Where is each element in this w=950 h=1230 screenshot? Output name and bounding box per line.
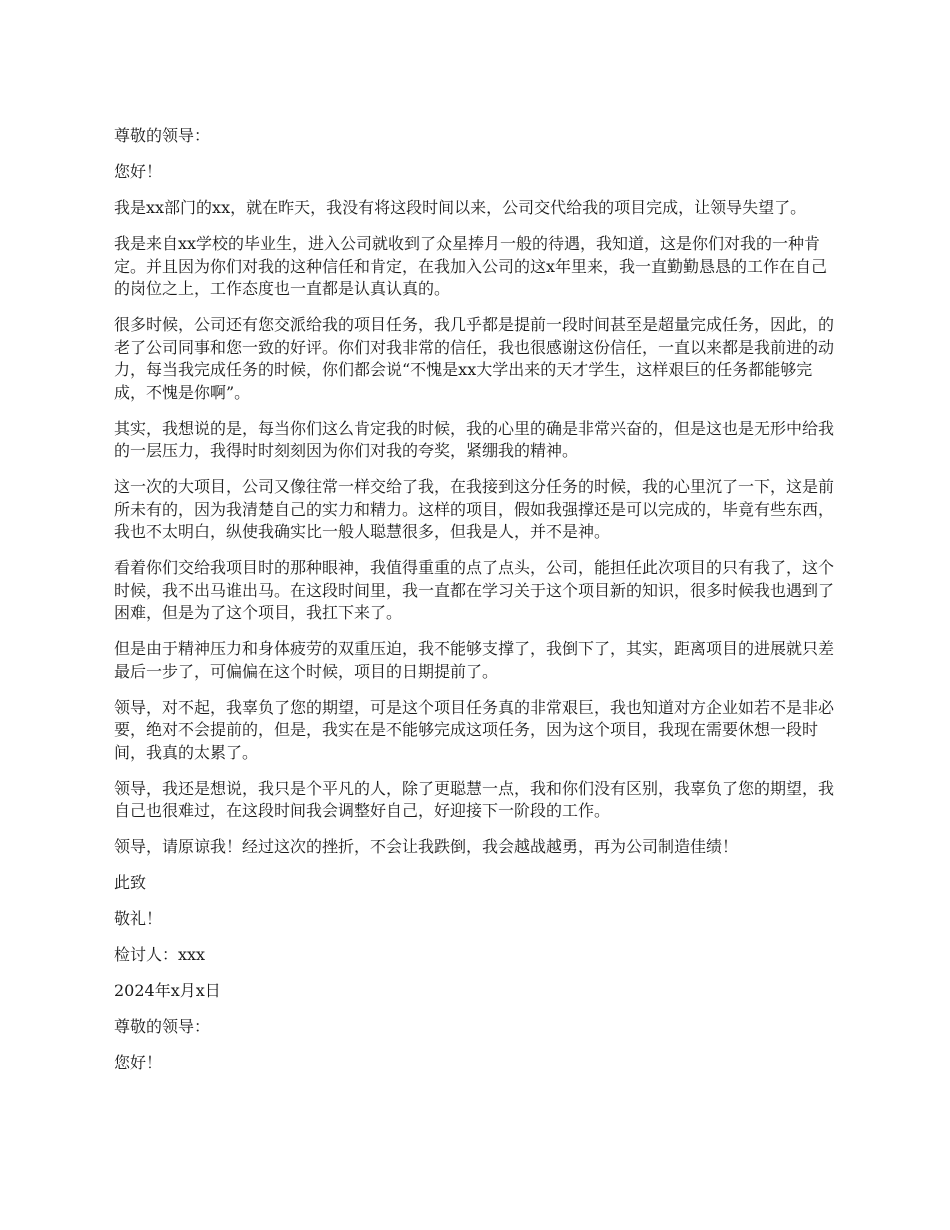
body-paragraph: 看着你们交给我项目时的那种眼神，我值得重重的点了点头，公司，能担任此次项目的只有我了，这个时候，我不出马谁出马。在这段时间里，我一直都在学习关于这个项目新的知识，很多时候我也遇到了困难，但是为了这个项目，我扛下来了。 [114,558,835,622]
closing-salute: 敬礼！ [114,909,163,928]
body-paragraph: 其实，我想说的是，每当你们这么肯定我的时候，我的心里的确是非常兴奋的，但是这也是无形中给我的一层压力，我得时时刻刻因为你们对我的夸奖，紧绷我的精神。 [114,418,835,460]
body-paragraph: 领导，对不起，我辜负了您的期望，可是这个项目任务真的非常艰巨，我也知道对方企业如若不是非必要，绝对不会提前的，但是，我实在是不能够完成这项任务，因为这个项目，我现在需要休想一段时间，我真的太累了。 [114,697,835,762]
body-paragraph: 领导，我还是想说，我只是个平凡的人，除了更聪慧一点，我和你们没有区别，我辜负了您的期望，我自己也很难过，在这段时间我会调整好自己，好迎接下一阶段的工作。 [114,778,835,820]
salutation: 尊敬的领导： [114,1017,211,1036]
body-paragraph: 我是xx部门的xx，就在昨天，我没有将这段时间以来，公司交代给我的项目完成，让领导失望了。 [114,198,807,217]
body-paragraph: 我是来自xx学校的毕业生，进入公司就收到了众星捧月一般的待遇，我知道，这是你们对我的一种肯定。并且因为你们对我的这种信任和肯定，在我加入公司的这x年里来，我一直勤勤恳恳的工作在自己的岗位之上，工作态度也一直都是认真认真的。 [114,234,828,298]
body-paragraph: 领导，请原谅我！经过这次的挫折，不会让我跌倒，我会越战越勇，再为公司制造佳绩！ [114,837,739,856]
body-paragraph: 很多时候，公司还有您交派给我的项目任务，我几乎都是提前一段时间甚至是超量完成任务，因此，的老了公司同事和您一致的好评。你们对我非常的信任，我也很感谢这份信任，一直以来都是我前进的动力，每当我完成任务的时候，你们都会说“不愧是xx大学出来的天才学生，这样艰巨的任务都能够完成，不愧是你啊”。 [114,315,835,402]
signature-line: 检讨人：xxx [114,945,206,964]
body-paragraph: 但是由于精神压力和身体疲劳的双重压迫，我不能够支撑了，我倒下了，其实，距离项目的进展就只差最后一步了，可偏偏在这个时候，项目的日期提前了。 [114,639,835,681]
greeting: 您好！ [114,1053,163,1072]
document-body [114,125,842,1088]
body-paragraph: 这一次的大项目，公司又像往常一样交给了我，在我接到这分任务的时候，我的心里沉了一下，这是前所未有的，因为我清楚自己的实力和精力。这样的项目，假如我强撑还是可以完成的，毕竟有些东西，我也不太明白，纵使我确实比一般人聪慧很多，但我是人，并不是神。 [114,477,835,541]
salutation: 尊敬的领导： [114,126,211,145]
greeting: 您好！ [114,162,163,181]
date-line: 2024年x月x日 [114,981,221,1000]
closing-line: 此致 [114,873,147,892]
